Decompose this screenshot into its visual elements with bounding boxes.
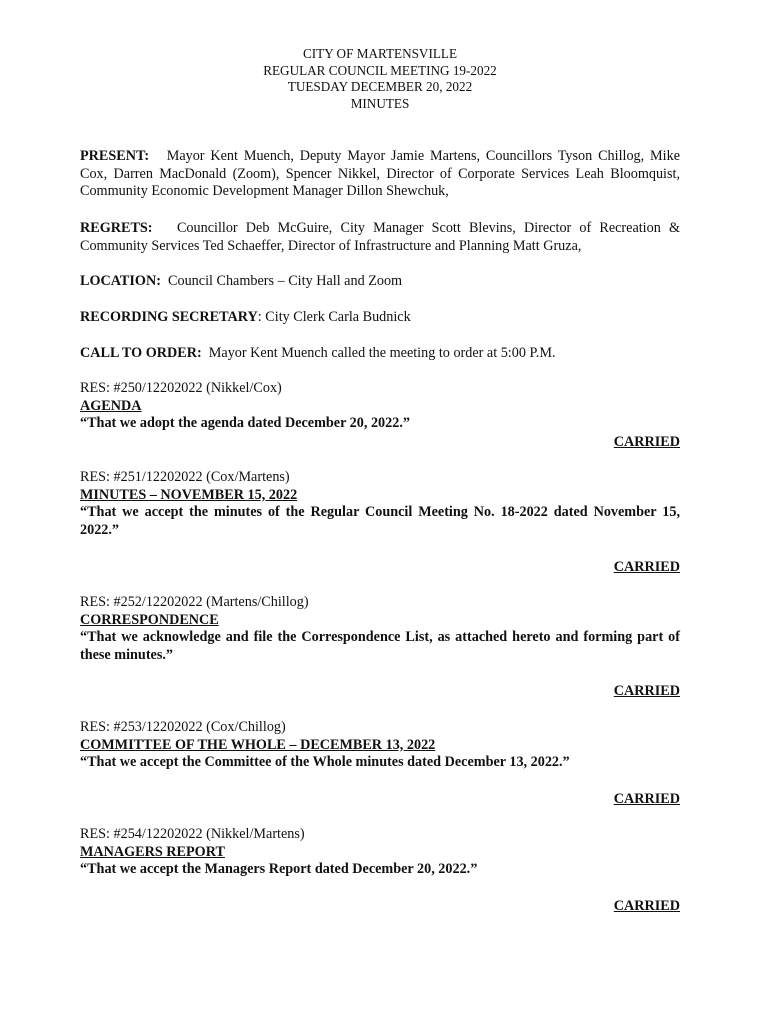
location-label: LOCATION: — [80, 273, 161, 289]
resolution-title: AGENDA — [80, 397, 142, 414]
resolution-252-result: CARRIED — [613, 683, 680, 699]
resolution-motion: “That we accept the Committee of the Whole minutes dated December 13, 2022.” — [80, 754, 570, 771]
resolution-number: RES: #254/12202022 (Nikkel/Martens) — [80, 826, 305, 842]
meeting-name: REGULAR COUNCIL MEETING 19-2022 — [263, 62, 497, 78]
call-to-order-text: Mayor Kent Muench called the meeting to order at 5:00 P.M. — [208, 345, 556, 361]
resolution-number: RES: #252/12202022 (Martens/Chillog) — [80, 594, 309, 610]
resolution-254 — [80, 826, 680, 879]
recording-secretary-label: RECORDING SECRETARY — [80, 309, 258, 325]
resolution-253-result: CARRIED — [613, 791, 680, 807]
resolution-number: RES: #253/12202022 (Cox/Chillog) — [80, 719, 286, 735]
recording-secretary-section — [80, 309, 680, 327]
document-header — [80, 46, 680, 112]
resolution-title: MINUTES – NOVEMBER 15, 2022 — [80, 486, 298, 503]
resolution-number: RES: #250/12202022 (Nikkel/Cox) — [80, 380, 282, 396]
resolution-252 — [80, 594, 680, 664]
city-name: CITY OF MARTENSVILLE — [302, 46, 458, 61]
resolution-number: RES: #251/12202022 (Cox/Martens) — [80, 469, 290, 485]
call-to-order-section — [80, 345, 680, 363]
resolution-title: CORRESPONDENCE — [80, 611, 219, 628]
location-text: Council Chambers – City Hall and Zoom — [168, 273, 403, 289]
resolution-motion: “That we accept the Managers Report dated December 20, 2022.” — [80, 861, 478, 878]
regrets-label: REGRETS: — [80, 220, 153, 236]
resolution-251-result: CARRIED — [613, 559, 680, 575]
recording-secretary-text: : City Clerk Carla Budnick — [257, 309, 411, 325]
call-to-order-label: CALL TO ORDER: — [80, 345, 202, 361]
regrets-text: Councillor Deb McGuire, City Manager Scott Blevins, Director of Recreation & Community Services Ted Schaeffer, Director of Infrastructure and Planning Matt Gruza, — [80, 220, 680, 254]
resolution-254-result: CARRIED — [613, 898, 680, 914]
resolution-title: MANAGERS REPORT — [80, 843, 225, 860]
resolution-motion: “That we acknowledge and file the Correspondence List, as attached hereto and forming part of these minutes.” — [80, 629, 680, 663]
resolution-250 — [80, 380, 680, 433]
resolution-253 — [80, 719, 680, 772]
document-type: MINUTES — [350, 95, 410, 111]
resolution-motion: “That we accept the minutes of the Regular Council Meeting No. 18-2022 dated November 15, 2022.” — [80, 504, 680, 538]
regrets-section — [80, 220, 680, 255]
present-label: PRESENT: — [80, 148, 150, 164]
present-section — [80, 148, 680, 201]
present-text: Mayor Kent Muench, Deputy Mayor Jamie Martens, Councillors Tyson Chillog, Mike Cox, Darren MacDonald (Zoom), Spencer Nikkel, Director of Corporate Services Leah Bloomquist, Community Economic Development Manager Dillon Shewchuk, — [80, 148, 680, 200]
resolution-motion: “That we adopt the agenda dated December 20, 2022.” — [80, 415, 410, 432]
meeting-date: TUESDAY DECEMBER 20, 2022 — [287, 79, 473, 94]
resolution-250-result: CARRIED — [613, 434, 680, 450]
resolution-251 — [80, 469, 680, 539]
location-section — [80, 273, 680, 291]
resolution-title: COMMITTEE OF THE WHOLE – DECEMBER 13, 2022 — [80, 736, 436, 753]
